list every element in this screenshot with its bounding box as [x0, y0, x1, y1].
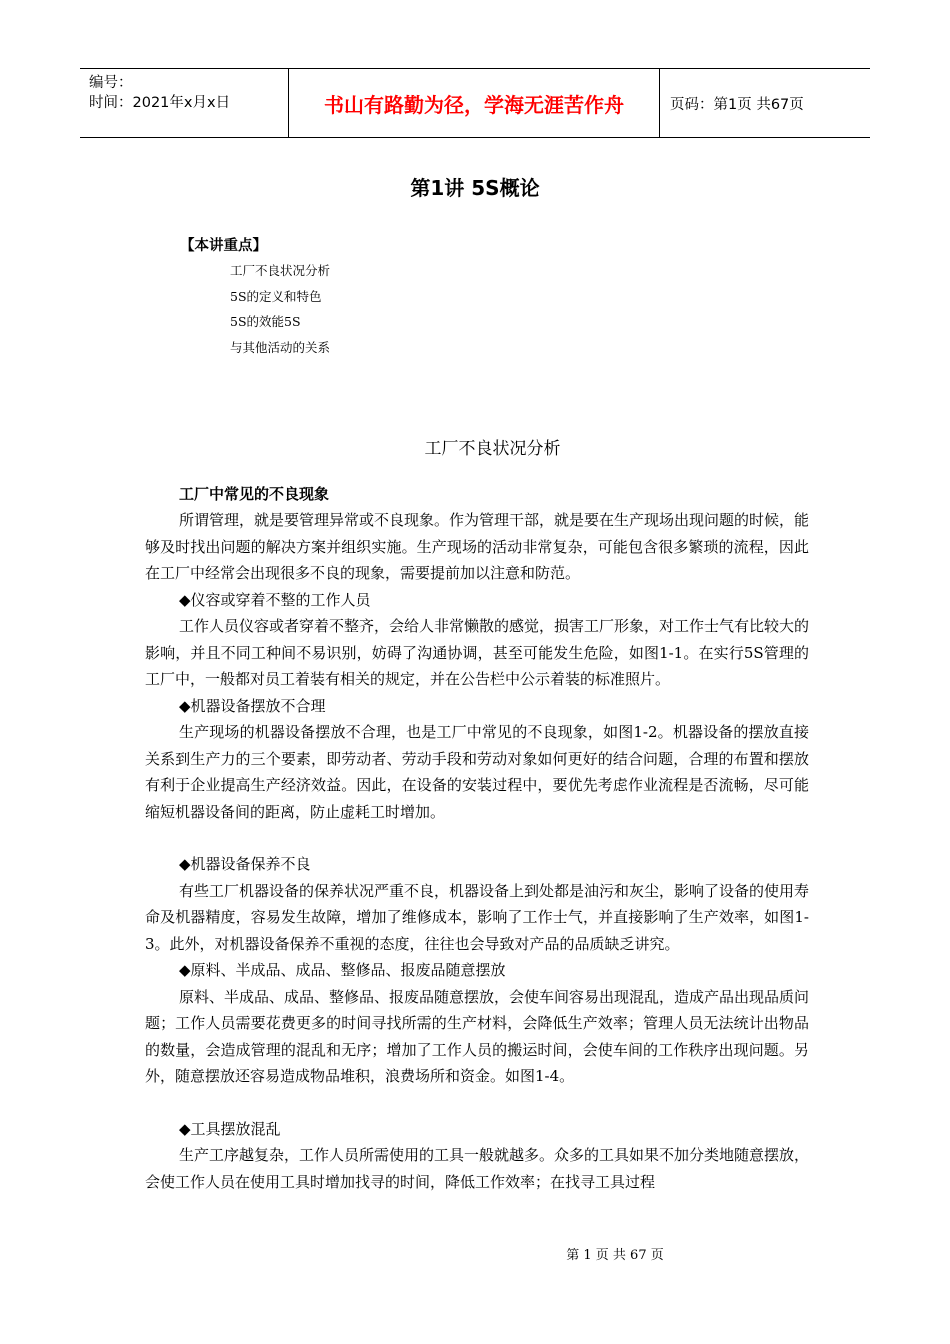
key-points-heading: 【本讲重点】 — [180, 238, 267, 254]
bullet-heading: ◆机器设备摆放不合理 — [179, 696, 326, 715]
header-motto: 书山有路勤为径，学海无涯苦作舟 — [289, 69, 660, 137]
page-footer: 第 1 页 共 67 页 — [566, 1248, 664, 1263]
key-point-item: 与其他活动的关系 — [230, 339, 331, 355]
paragraph: 有些工厂机器设备的保养状况严重不良，机器设备上到处都是油污和灰尘，影响了设备的使用寿命及机器精度，容易发生故障，增加了维修成本，影响了工作士气，并直接影响了生产效率，如图1-3。此外，对机器设备保养不重视的态度，往往也会导致对产品的品质缺乏讲究。 — [145, 881, 810, 953]
bullet-heading: ◆机器设备保养不良 — [179, 855, 311, 873]
bullet-heading: ◆仪容或穿着不整的工作人员 — [179, 590, 371, 609]
bullet-heading: ◆工具摆放混乱 — [179, 1119, 281, 1138]
section-title: 工厂不良状况分析 — [424, 439, 561, 459]
paragraph-intro: 所谓管理，就是要管理异常或不良现象。作为管理干部，就是要在生产现场出现问题的时候，能够及时找出问题的解决方案并组织实施。生产现场的活动非常复杂，可能包含很多繁琐的流程，因此在工厂中经常会出现很多不良的现象，需要提前加以注意和防范。 — [145, 511, 810, 582]
paragraph: 生产工序越复杂，工作人员所需使用的工具一般就越多。众多的工具如果不加分类地随意摆放，会使工作人员在使用工具时增加找寻的时间，降低工作效率；在找寻工具过程 — [145, 1146, 810, 1191]
document-date: 时间：2021年x月x日 — [89, 95, 231, 111]
header-meta — [80, 69, 289, 137]
page-header — [80, 68, 870, 138]
paragraph: 工作人员仪容或者穿着不整齐，会给人非常懒散的感觉，损害工厂形象，对工作士气有比较大的影响，并且不同工种间不易识别，妨碍了沟通协调，甚至可能发生危险，如图1-1。在实行5S管理的工厂中，一般都对员工着装有相关的规定，并在公告栏中公示着装的标准照片。 — [145, 617, 810, 688]
section-subtitle: 工厂中常见的不良现象 — [179, 485, 330, 503]
section-content — [145, 481, 809, 1195]
key-points-list — [230, 258, 330, 360]
key-point-item: 工厂不良状况分析 — [230, 263, 331, 278]
bullet-heading: ◆原料、半成品、成品、整修品、报废品随意摆放 — [179, 961, 506, 979]
key-point-item: 5S的效能5S — [230, 314, 301, 329]
spacer — [145, 1090, 809, 1116]
lecture-title: 第1讲 5S概论 — [410, 176, 540, 200]
header-page-info: 页码：第1页 共67页 — [670, 96, 804, 113]
paragraph: 生产现场的机器设备摆放不合理，也是工厂中常见的不良现象，如图1-2。机器设备的摆放直接关系到生产力的三个要素，即劳动者、劳动手段和劳动对象如何更好的结合问题，合理的布置和摆放有利于企业提高生产经济效益。因此，在设备的安装过程中，要优先考虑作业流程是否流畅，尽可能缩短机器设备间的距离，防止虚耗工时增加。 — [145, 723, 809, 821]
spacer — [145, 825, 809, 851]
document-number-label: 编号： — [89, 75, 133, 91]
key-point-item: 5S的定义和特色 — [230, 288, 322, 304]
paragraph: 原料、半成品、成品、整修品、报废品随意摆放，会使车间容易出现混乱，造成产品出现品质问题；工作人员需要花费更多的时间寻找所需的生产材料，会降低生产效率；管理人员无法统计出物品的数量，会造成管理的混乱和无序；增加了工作人员的搬运时间，会使车间的工作秩序出现问题。另外，随意摆放还容易造成物品堆积，浪费场所和资金。如图1-4。 — [145, 987, 810, 1085]
